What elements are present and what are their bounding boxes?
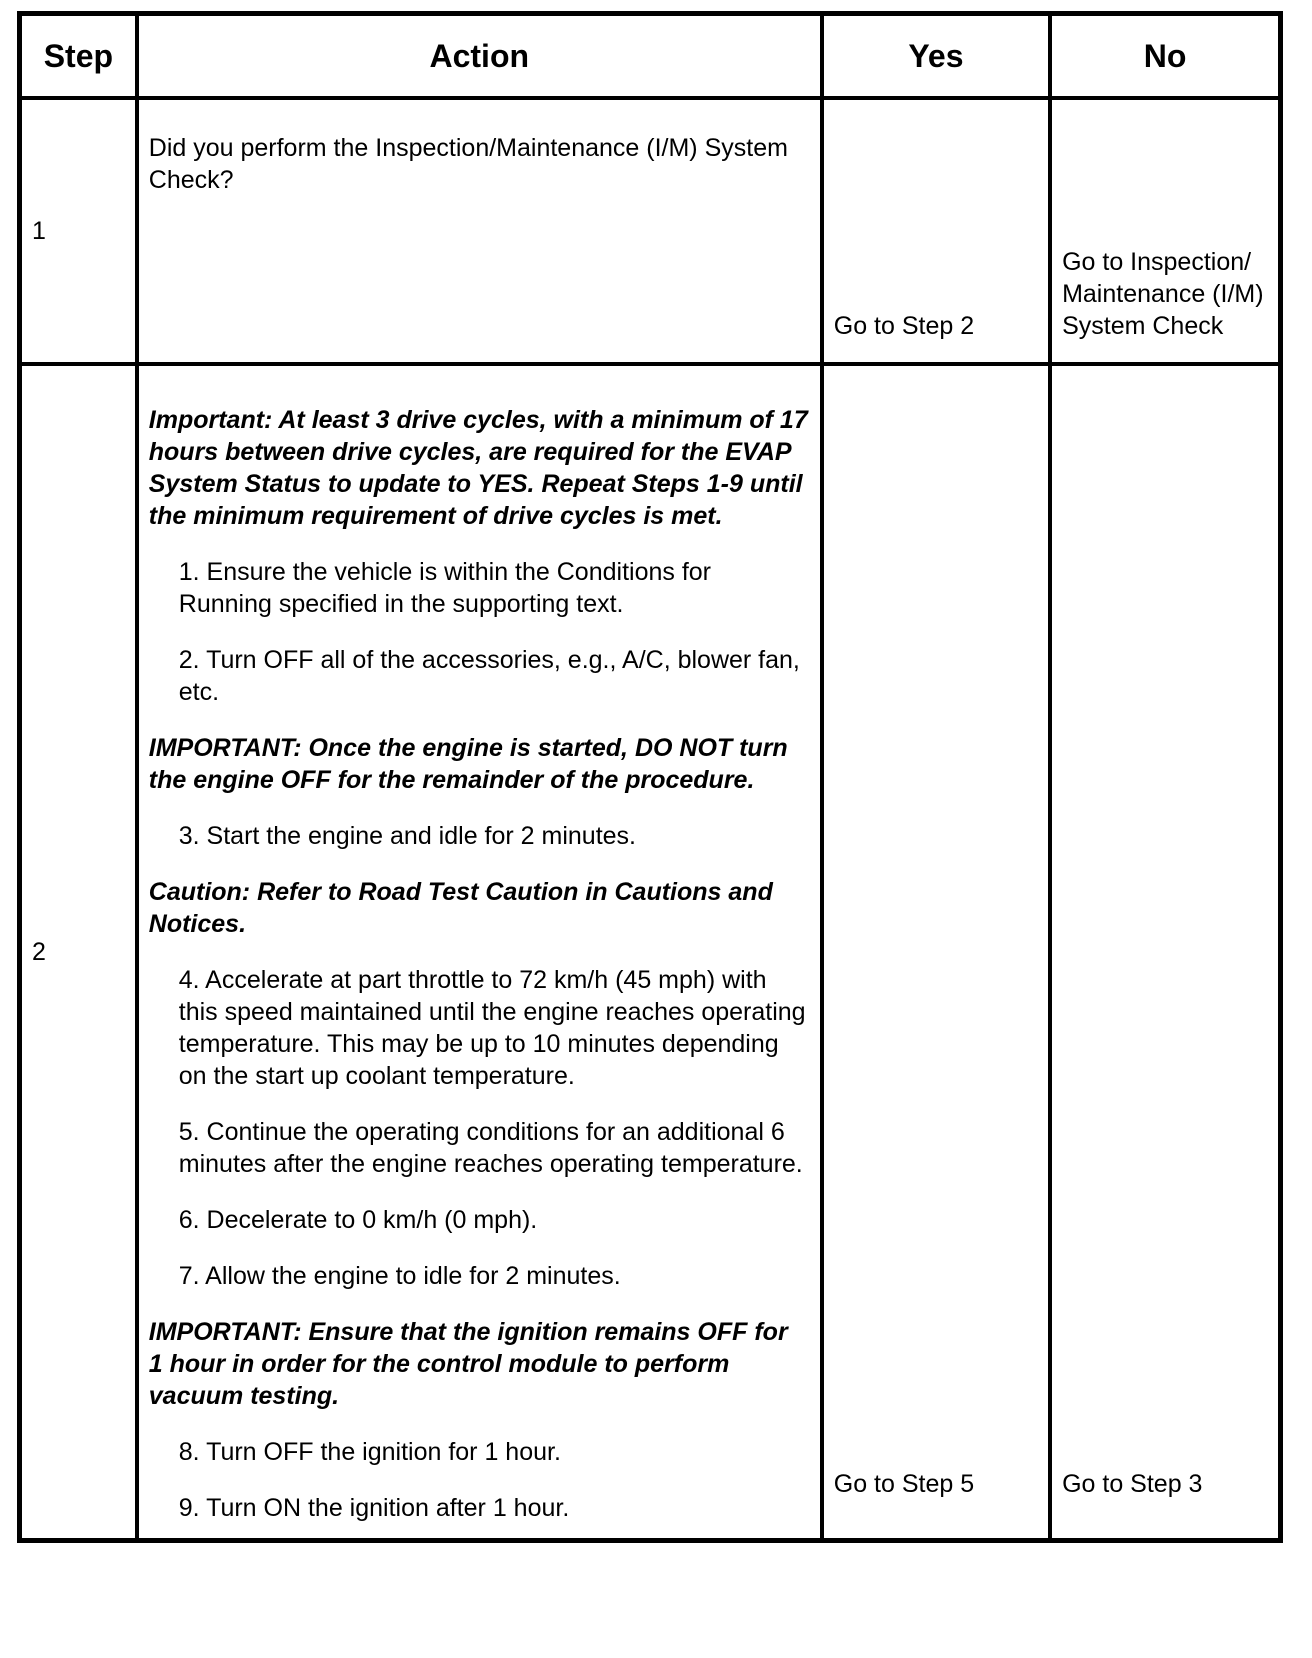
procedure-item: 2. Turn OFF all of the accessories, e.g., A/C, blower fan, etc. [178,646,800,706]
important-note: IMPORTANT: Ensure that the ignition remains OFF for 1 hour in order for the control module to perform vacuum testing. [148,1318,788,1410]
procedure-item: 8. Turn OFF the ignition for 1 hour. [178,1438,561,1466]
step-number: 1 [20,98,137,364]
procedure-item: 5. Continue the operating conditions for an additional 6 minutes after the engine reaches operating temperature. [178,1118,803,1178]
procedure-item: 6. Decelerate to 0 km/h (0 mph). [178,1206,538,1234]
table-row [20,98,1281,364]
header-row [20,14,1281,99]
header-yes: Yes [822,14,1050,99]
table-row [20,364,1281,1541]
action-text: Did you perform the Inspection/Maintenance (I/M) System Check? [137,98,822,364]
procedure-item: 9. Turn ON the ignition after 1 hour. [178,1494,570,1522]
procedure-item: 1. Ensure the vehicle is within the Conditions for Running specified in the supporting text. [178,558,711,618]
procedure-item: 3. Start the engine and idle for 2 minutes. [178,822,636,850]
important-note: IMPORTANT: Once the engine is started, DO NOT turn the engine OFF for the remainder of the procedure. [148,734,788,794]
caution-note: Caution: Refer to Road Test Caution in Cautions and Notices. [148,878,773,938]
yes-result: Go to Step 2 [822,98,1050,364]
action-cell [137,364,822,1541]
procedure-item: 7. Allow the engine to idle for 2 minutes. [178,1262,621,1290]
no-result: Go to Inspection/ Maintenance (I/M) System Check [1050,98,1280,364]
step-number: 2 [20,364,137,1541]
header-no: No [1050,14,1280,99]
important-note: Important: At least 3 drive cycles, with a minimum of 17 hours between drive cycles, are required for the EVAP System Status to update to YES. Repeat Steps 1-9 until the minimum requirement of drive cycles is met. [148,406,808,530]
header-step: Step [20,14,137,99]
procedure-item: 4. Accelerate at part throttle to 72 km/h (45 mph) with this speed maintained until the engine reaches operating temperature. This may be up to 10 minutes depending on the start up coolant temperature. [178,966,806,1090]
no-result: Go to Step 3 [1050,364,1280,1541]
yes-result: Go to Step 5 [822,364,1050,1541]
header-action: Action [137,14,822,99]
diagnostic-table [17,11,1283,1543]
